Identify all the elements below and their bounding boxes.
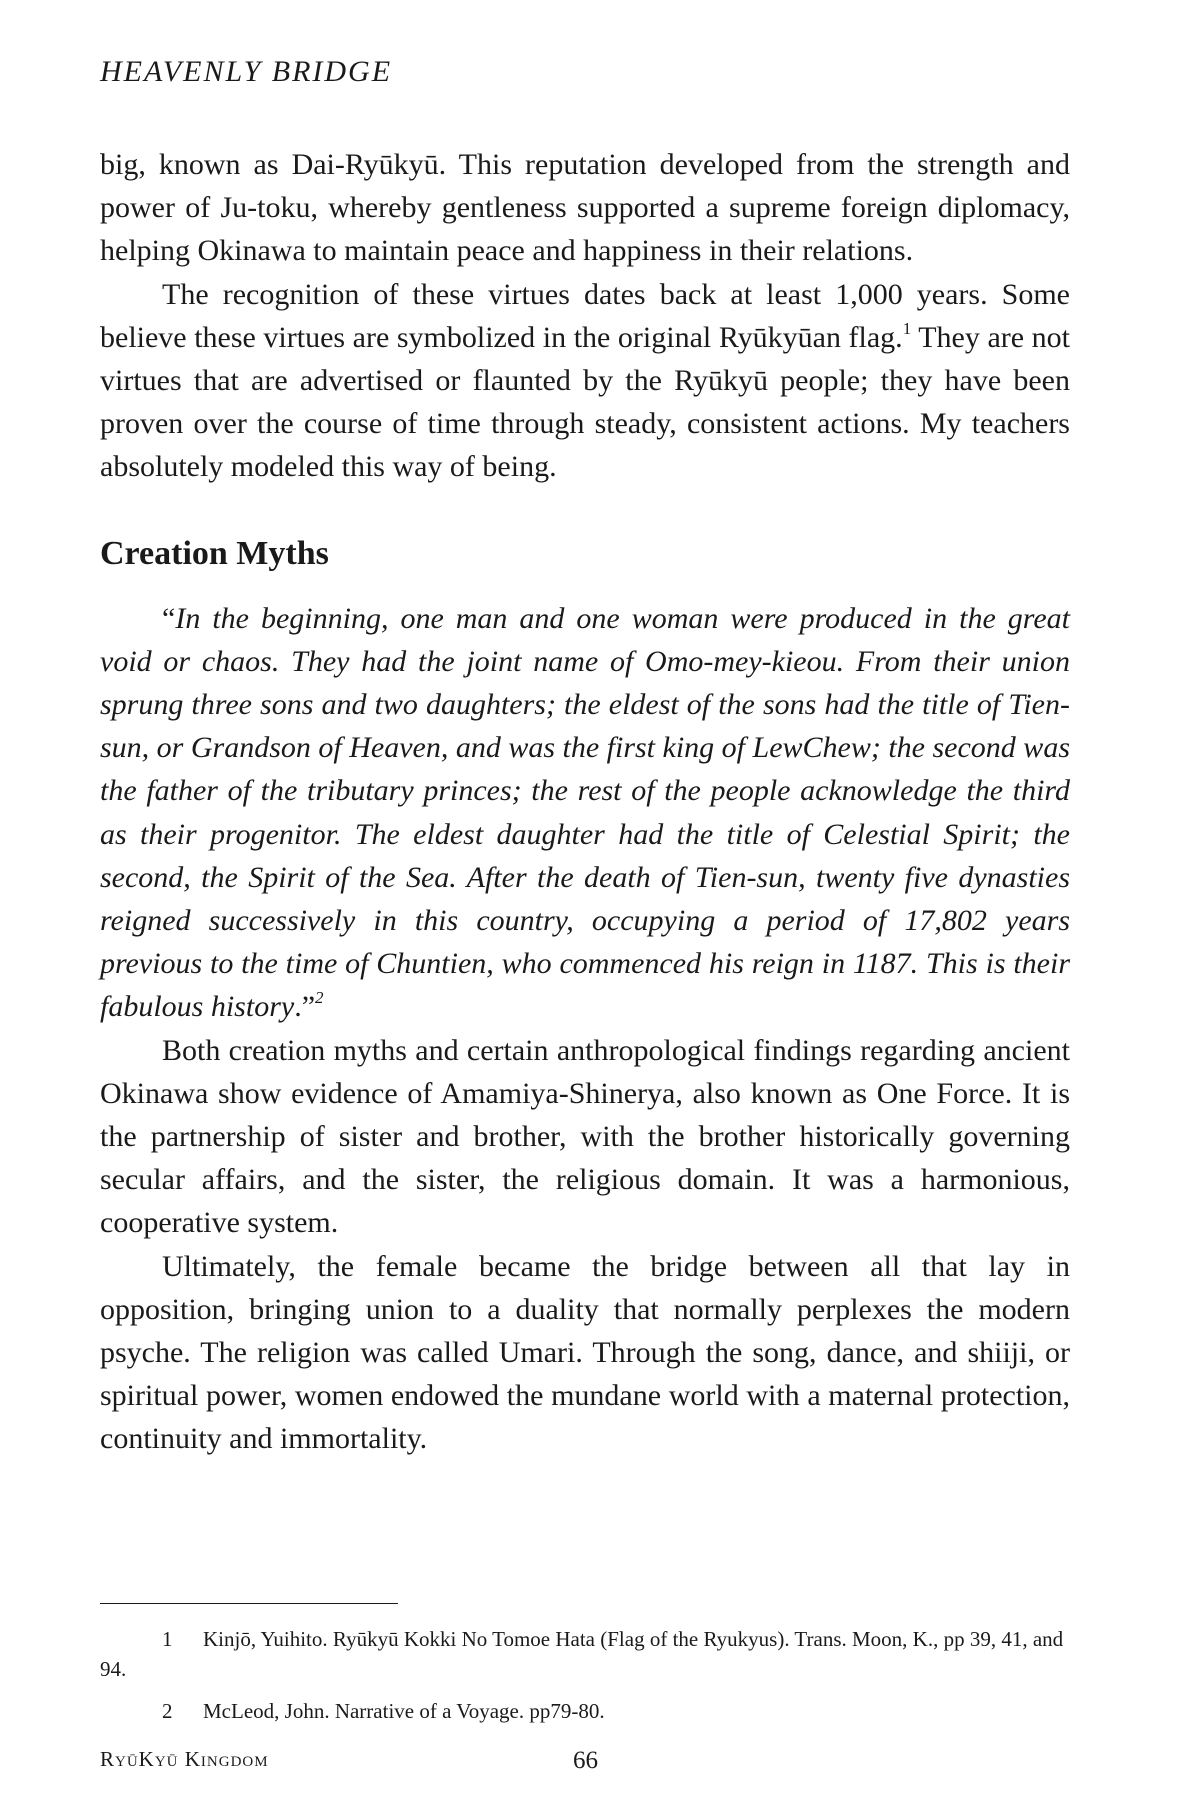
section-heading: Creation Myths [100,534,329,572]
footnotes [100,1624,1070,1738]
paragraph-2-text-a: The recognition of these virtues dates back at least 1,000 years. Some believe these virtues are symbolized in the original Ryūkyūan flag. [100,277,1070,354]
quote-open-mark: “ [162,601,176,635]
paragraph-3: Both creation myths and certain anthropological findings regarding ancient Okinawa show evidence of Amamiya-Shinerya, also known as One Force. It is the partnership of sister and brother, with the brother historically governing secular affairs, and the sister, the religious domain. It was a harmonious, cooperative system. [100,1033,1070,1240]
page-number: 66 [573,1747,598,1774]
footnote-number: 1 [162,1627,173,1651]
footnote-ref-1[interactable]: 1 [902,318,912,338]
footnote-1 [100,1624,1070,1684]
footer-section-title: RyūKyū Kingdom [100,1747,269,1771]
paragraph-2 [100,273,1070,489]
footnote-divider [100,1603,398,1604]
footnote-text: Kinjō, Yuihito. Ryūkyū Kokki No Tomoe Hata (Flag of the Ryukyus). Trans. Moon, K., pp 39, 41, and 94. [100,1627,1064,1681]
body-text [100,143,1070,1461]
quote-close-mark: .” [294,990,316,1024]
book-page [100,0,1070,1800]
footnote-2 [100,1696,1070,1726]
quote-text: In the beginning, one man and one woman were produced in the great void or chaos. They had the joint name of Omo-mey-kieou. From their union sprung three sons and two daughters; the eldest of the sons had the title of Tien-sun, or Grandson of Heaven, and was the first king of LewChew; the second was the father of the tributary princes; the rest of the people acknowledge the third as their progenitor. The eldest daughter had the title of Celestial Spirit; the second, the Spirit of the Sea. After the death of Tien-sun, twenty five dynasties reigned successively in this country, occupying a period of 17,802 years previous to the time of Chuntien, who commenced his reign in 1187. This is their fabulous history [100,601,1070,1024]
footnote-number: 2 [162,1699,173,1723]
block-quote [100,597,1070,1029]
running-head: HEAVENLY BRIDGE [100,55,393,88]
paragraph-2-text-b: They are not virtues that are advertised or flaunted by the Ryūkyū people; they have been proven over the course of time through steady, consistent actions. My teachers absolutely modeled this way of being. [100,320,1070,484]
footnote-ref-2[interactable]: 2 [315,988,324,1008]
paragraph-4: Ultimately, the female became the bridge between all that lay in opposition, bringing union to a duality that normally perplexes the modern psyche. The religion was called Umari. Through the song, dance, and shiiji, or spiritual power, women endowed the mundane world with a maternal protection, continuity and immortality. [100,1249,1070,1456]
paragraph-1: big, known as Dai-Ryūkyū. This reputation developed from the strength and power of Ju-toku, whereby gentleness supported a supreme foreign diplomacy, helping Okinawa to maintain peace and happiness in their relations. [100,148,1070,268]
footnote-text: McLeod, John. Narrative of a Voyage. pp79-80. [203,1699,605,1723]
